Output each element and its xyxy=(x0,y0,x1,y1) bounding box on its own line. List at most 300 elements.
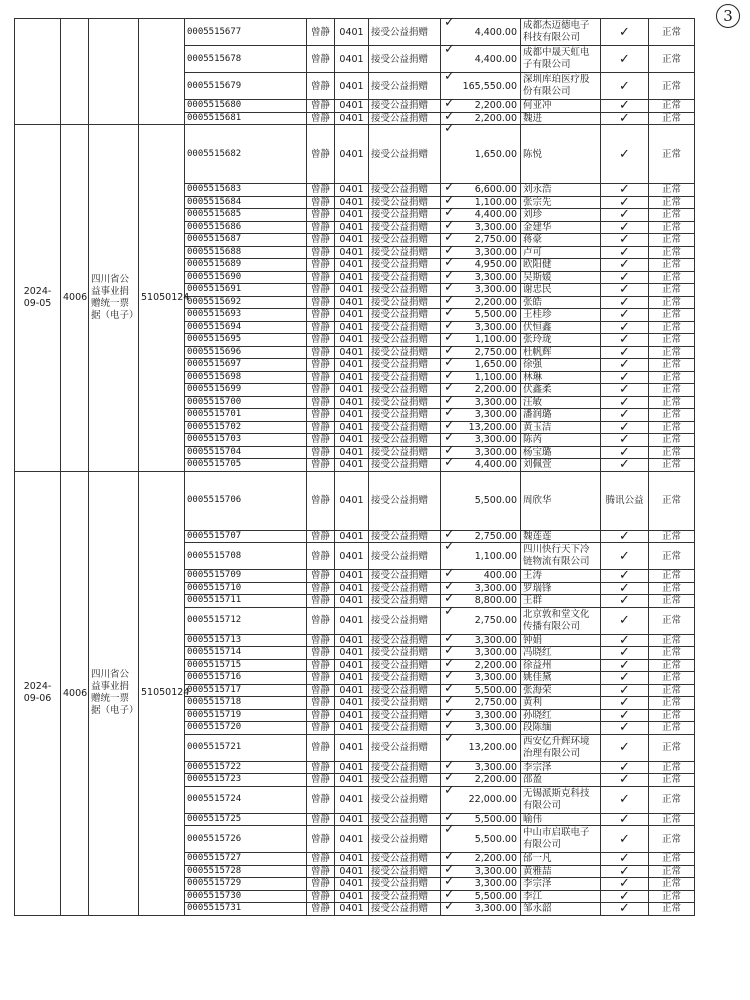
receipt-number-cell: 0005515709 xyxy=(185,570,307,583)
check-mark-icon: ✓ xyxy=(619,670,630,686)
check-mark-icon: ✓ xyxy=(444,69,455,84)
receipt-number-cell: 0005515721 xyxy=(185,734,307,761)
check-mark-icon: ✓ xyxy=(619,568,630,584)
status-cell: 正常 xyxy=(649,246,695,259)
receipt-number-cell: 0005515681 xyxy=(185,112,307,125)
receipt-number-cell: 0005515706 xyxy=(185,471,307,530)
verification-cell xyxy=(601,786,649,813)
account-code-cell: 0401 xyxy=(335,346,369,359)
receipt-number-cell: 0005515684 xyxy=(185,196,307,209)
item-cell: 接受公益捐赠 xyxy=(369,697,441,710)
status-cell: 正常 xyxy=(649,409,695,422)
check-mark-icon: ✓ xyxy=(444,693,455,708)
item-cell: 接受公益捐赠 xyxy=(369,296,441,309)
item-cell: 接受公益捐赠 xyxy=(369,100,441,113)
receipt-number-cell: 0005515719 xyxy=(185,709,307,722)
receipt-number-cell: 0005515717 xyxy=(185,684,307,697)
handler-cell: 曾静 xyxy=(307,259,335,272)
receipt-number-cell: 0005515707 xyxy=(185,530,307,543)
status-cell: 正常 xyxy=(649,774,695,787)
receipt-number-cell: 0005515726 xyxy=(185,826,307,853)
item-cell: 接受公益捐赠 xyxy=(369,371,441,384)
donor-name-cell: 中山市启联电子有限公司 xyxy=(521,826,601,853)
item-cell: 接受公益捐赠 xyxy=(369,184,441,197)
status-cell: 正常 xyxy=(649,112,695,125)
status-cell: 正常 xyxy=(649,813,695,826)
handler-cell: 曾静 xyxy=(307,582,335,595)
status-cell: 正常 xyxy=(649,296,695,309)
status-cell: 正常 xyxy=(649,434,695,447)
handler-cell: 曾静 xyxy=(307,321,335,334)
amount-value: 3,300.00 xyxy=(474,672,517,684)
amount-value: 1,100.00 xyxy=(474,550,517,562)
receipt-number-cell: 0005515688 xyxy=(185,246,307,259)
account-code-cell: 0401 xyxy=(335,761,369,774)
receipt-number-cell: 0005515712 xyxy=(185,607,307,634)
receipt-number-cell: 0005515715 xyxy=(185,659,307,672)
account-code-cell: 0401 xyxy=(335,221,369,234)
handler-cell: 曾静 xyxy=(307,774,335,787)
amount-cell xyxy=(441,121,521,184)
amount-value: 3,300.00 xyxy=(474,709,517,721)
account-code-cell: 0401 xyxy=(335,471,369,530)
item-cell: 接受公益捐赠 xyxy=(369,684,441,697)
check-mark-icon: ✓ xyxy=(619,432,630,448)
receipt-number-cell: 0005515713 xyxy=(185,634,307,647)
item-cell: 接受公益捐赠 xyxy=(369,112,441,125)
item-cell: 接受公益捐赠 xyxy=(369,446,441,459)
amount-cell xyxy=(441,899,521,916)
item-cell: 接受公益捐赠 xyxy=(369,890,441,903)
donation-receipt-table xyxy=(14,15,695,917)
receipt-number-cell: 0005515699 xyxy=(185,384,307,397)
account-code-cell: 0401 xyxy=(335,697,369,710)
receipt-number-cell: 0005515680 xyxy=(185,100,307,113)
item-cell: 接受公益捐赠 xyxy=(369,865,441,878)
check-mark-icon: ✓ xyxy=(619,369,630,385)
handler-cell: 曾静 xyxy=(307,570,335,583)
handler-cell: 曾静 xyxy=(307,684,335,697)
check-mark-icon: ✓ xyxy=(444,292,455,308)
amount-cell xyxy=(441,782,521,813)
check-mark-icon: ✓ xyxy=(444,680,455,696)
account-code-cell: 0401 xyxy=(335,903,369,916)
donor-name-cell: 潘润璐 xyxy=(521,409,601,422)
batch-code-cell: 4006 xyxy=(61,125,89,472)
check-mark-icon: ✓ xyxy=(444,578,455,594)
check-mark-icon: ✓ xyxy=(619,419,630,435)
donor-name-cell: 魏进 xyxy=(521,112,601,125)
verification-cell xyxy=(601,903,649,916)
check-mark-icon: ✓ xyxy=(619,244,630,260)
check-mark-icon: ✓ xyxy=(619,792,630,807)
check-mark-icon: ✓ xyxy=(619,319,630,335)
check-mark-icon: ✓ xyxy=(619,863,630,879)
handler-cell: 曾静 xyxy=(307,530,335,543)
check-mark-icon: ✓ xyxy=(619,528,630,544)
check-mark-icon: ✓ xyxy=(619,382,630,398)
check-mark-icon: ✓ xyxy=(444,655,455,671)
status-cell: 正常 xyxy=(649,259,695,272)
receipt-number-cell: 0005515724 xyxy=(185,786,307,813)
handler-cell: 曾静 xyxy=(307,284,335,297)
amount-value: 3,300.00 xyxy=(474,284,517,296)
verification-cell xyxy=(601,774,649,787)
check-mark-icon: ✓ xyxy=(444,430,455,445)
receipt-number-cell: 0005515687 xyxy=(185,234,307,247)
receipt-number-cell: 0005515703 xyxy=(185,434,307,447)
account-code-cell: 0401 xyxy=(335,309,369,322)
check-mark-icon: ✓ xyxy=(444,180,455,195)
amount-value: 3,300.00 xyxy=(474,761,517,773)
donor-name-cell: 罗瑞锋 xyxy=(521,582,601,595)
receipt-number-cell: 0005515728 xyxy=(185,865,307,878)
account-code-cell: 0401 xyxy=(335,46,369,73)
amount-cell xyxy=(441,730,521,761)
account-code-cell: 0401 xyxy=(335,813,369,826)
check-mark-icon: ✓ xyxy=(619,740,630,755)
check-mark-icon: ✓ xyxy=(619,24,630,40)
donor-name-cell: 陈芮 xyxy=(521,434,601,447)
receipt-number-cell: 0005515689 xyxy=(185,259,307,272)
check-mark-icon: ✓ xyxy=(444,757,455,773)
region-code-cell: 51050124 xyxy=(139,125,185,472)
check-mark-icon: ✓ xyxy=(619,332,630,348)
receipt-type-cell: 四川省公益事业捐赠统一票据（电子） xyxy=(89,471,139,915)
donor-name-cell: 杨宝璐 xyxy=(521,446,601,459)
receipt-number-cell: 0005515693 xyxy=(185,309,307,322)
status-cell: 正常 xyxy=(649,284,695,297)
check-mark-icon: ✓ xyxy=(444,121,455,136)
amount-value: 3,300.00 xyxy=(474,446,517,458)
account-code-cell: 0401 xyxy=(335,359,369,372)
status-cell: 正常 xyxy=(649,384,695,397)
check-mark-icon: ✓ xyxy=(619,657,630,673)
check-mark-icon: ✓ xyxy=(444,643,455,658)
handler-cell: 曾静 xyxy=(307,421,335,434)
amount-value: 4,400.00 xyxy=(474,26,517,38)
donor-name-cell: 李宗泽 xyxy=(521,761,601,774)
item-cell: 接受公益捐赠 xyxy=(369,271,441,284)
item-cell: 接受公益捐赠 xyxy=(369,221,441,234)
status-cell: 正常 xyxy=(649,125,695,184)
receipt-number-cell: 0005515708 xyxy=(185,543,307,570)
handler-cell: 曾静 xyxy=(307,359,335,372)
item-cell: 接受公益捐赠 xyxy=(369,672,441,685)
account-code-cell: 0401 xyxy=(335,595,369,608)
donor-name-cell: 蒋豪 xyxy=(521,234,601,247)
status-cell: 正常 xyxy=(649,672,695,685)
account-code-cell: 0401 xyxy=(335,853,369,866)
account-code-cell: 0401 xyxy=(335,259,369,272)
check-mark-icon: ✓ xyxy=(619,645,630,661)
amount-value: 2,200.00 xyxy=(474,853,517,865)
status-cell: 正常 xyxy=(649,786,695,813)
check-mark-icon: ✓ xyxy=(444,442,455,458)
handler-cell: 曾静 xyxy=(307,672,335,685)
item-cell: 接受公益捐赠 xyxy=(369,334,441,347)
amount-value: 1,100.00 xyxy=(474,196,517,208)
item-cell: 接受公益捐赠 xyxy=(369,346,441,359)
table-row xyxy=(15,125,695,184)
status-cell: 正常 xyxy=(649,647,695,660)
verification-cell xyxy=(601,73,649,100)
receipt-number-cell: 0005515700 xyxy=(185,396,307,409)
receipt-number-cell: 0005515694 xyxy=(185,321,307,334)
check-mark-icon: ✓ xyxy=(619,811,630,827)
check-mark-icon: ✓ xyxy=(444,15,455,30)
status-cell: 正常 xyxy=(649,184,695,197)
handler-cell: 曾静 xyxy=(307,659,335,672)
donor-name-cell: 喻伟 xyxy=(521,813,601,826)
account-code-cell: 0401 xyxy=(335,722,369,735)
donor-name-cell: 北京敦和堂文化传播有限公司 xyxy=(521,607,601,634)
amount-value: 2,200.00 xyxy=(474,384,517,396)
receipt-number-cell: 0005515730 xyxy=(185,890,307,903)
handler-cell: 曾静 xyxy=(307,890,335,903)
check-mark-icon: ✓ xyxy=(444,782,455,798)
check-mark-icon: ✓ xyxy=(444,603,455,619)
handler-cell: 曾静 xyxy=(307,296,335,309)
status-cell: 正常 xyxy=(649,309,695,322)
account-code-cell: 0401 xyxy=(335,100,369,113)
amount-value: 4,400.00 xyxy=(474,459,517,471)
item-cell: 接受公益捐赠 xyxy=(369,570,441,583)
donor-name-cell: 四川快行天下冷链物流有限公司 xyxy=(521,543,601,570)
empty-date-cell xyxy=(15,19,61,125)
amount-value: 3,300.00 xyxy=(474,434,517,446)
check-mark-icon: ✓ xyxy=(444,861,455,877)
status-cell: 正常 xyxy=(649,530,695,543)
check-mark-icon: ✓ xyxy=(444,342,455,358)
amount-value: 1,650.00 xyxy=(474,148,517,160)
status-cell: 正常 xyxy=(649,659,695,672)
donor-name-cell: 张海荣 xyxy=(521,684,601,697)
receipt-number-cell: 0005515731 xyxy=(185,903,307,916)
check-mark-icon: ✓ xyxy=(444,874,455,889)
donor-name-cell: 吴斯媛 xyxy=(521,271,601,284)
amount-value: 2,750.00 xyxy=(474,346,517,358)
receipt-number-cell: 0005515718 xyxy=(185,697,307,710)
check-mark-icon: ✓ xyxy=(619,357,630,373)
donor-name-cell: 张玲珑 xyxy=(521,334,601,347)
amount-value: 1,100.00 xyxy=(474,334,517,346)
item-cell: 接受公益捐赠 xyxy=(369,409,441,422)
check-mark-icon: ✓ xyxy=(444,280,455,295)
amount-value: 8,800.00 xyxy=(474,595,517,607)
handler-cell: 曾静 xyxy=(307,826,335,853)
handler-cell: 曾静 xyxy=(307,878,335,891)
status-cell: 正常 xyxy=(649,722,695,735)
amount-value: 3,300.00 xyxy=(474,878,517,890)
amount-value: 2,750.00 xyxy=(474,234,517,246)
amount-value: 5,500.00 xyxy=(474,684,517,696)
donor-name-cell: 成都中晟天虹电子有限公司 xyxy=(521,46,601,73)
check-mark-icon: ✓ xyxy=(444,730,455,746)
handler-cell: 曾静 xyxy=(307,734,335,761)
item-cell: 接受公益捐赠 xyxy=(369,309,441,322)
status-cell: 正常 xyxy=(649,734,695,761)
donor-name-cell: 刘佩萱 xyxy=(521,459,601,472)
account-code-cell: 0401 xyxy=(335,196,369,209)
check-mark-icon: ✓ xyxy=(619,613,630,628)
check-mark-icon: ✓ xyxy=(444,205,455,220)
check-mark-icon: ✓ xyxy=(444,255,455,270)
item-cell: 接受公益捐赠 xyxy=(369,259,441,272)
handler-cell: 曾静 xyxy=(307,309,335,322)
status-cell: 正常 xyxy=(649,396,695,409)
check-mark-icon: ✓ xyxy=(444,380,455,395)
status-cell: 正常 xyxy=(649,346,695,359)
status-cell: 正常 xyxy=(649,221,695,234)
handler-cell: 曾静 xyxy=(307,384,335,397)
account-code-cell: 0401 xyxy=(335,396,369,409)
account-code-cell: 0401 xyxy=(335,446,369,459)
check-mark-icon: ✓ xyxy=(444,108,455,124)
donor-name-cell: 王桂珍 xyxy=(521,309,601,322)
handler-cell: 曾静 xyxy=(307,813,335,826)
donor-name-cell: 冯晓红 xyxy=(521,647,601,660)
handler-cell: 曾静 xyxy=(307,221,335,234)
status-cell: 正常 xyxy=(649,73,695,100)
amount-value: 3,300.00 xyxy=(474,246,517,258)
status-cell: 正常 xyxy=(649,684,695,697)
account-code-cell: 0401 xyxy=(335,284,369,297)
check-mark-icon: ✓ xyxy=(619,444,630,460)
table-row xyxy=(15,471,695,530)
handler-cell: 曾静 xyxy=(307,112,335,125)
account-code-cell: 0401 xyxy=(335,112,369,125)
donor-name-cell: 钟娟 xyxy=(521,634,601,647)
verification-cell: 腾讯公益 xyxy=(601,471,649,530)
item-cell: 接受公益捐赠 xyxy=(369,659,441,672)
item-cell: 接受公益捐赠 xyxy=(369,543,441,570)
receipt-number-cell: 0005515702 xyxy=(185,421,307,434)
amount-value: 5,500.00 xyxy=(474,833,517,845)
check-mark-icon: ✓ xyxy=(444,367,455,383)
amount-value: 2,750.00 xyxy=(474,615,517,626)
amount-value: 5,500.00 xyxy=(474,890,517,902)
status-cell: 正常 xyxy=(649,761,695,774)
verification-cell xyxy=(601,722,649,735)
donor-name-cell: 欧阳健 xyxy=(521,259,601,272)
item-cell: 接受公益捐赠 xyxy=(369,878,441,891)
donor-name-cell: 汪敏 xyxy=(521,396,601,409)
check-mark-icon: ✓ xyxy=(619,851,630,867)
check-mark-icon: ✓ xyxy=(619,580,630,596)
handler-cell: 曾静 xyxy=(307,761,335,774)
empty-type-cell xyxy=(89,19,139,125)
verification-cell xyxy=(601,734,649,761)
amount-cell xyxy=(441,603,521,634)
receipt-number-cell: 0005515696 xyxy=(185,346,307,359)
verification-cell xyxy=(601,125,649,184)
check-mark-icon: ✓ xyxy=(444,455,455,470)
status-cell: 正常 xyxy=(649,271,695,284)
item-cell: 接受公益捐赠 xyxy=(369,595,441,608)
donor-name-cell: 伏恒鑫 xyxy=(521,321,601,334)
account-code-cell: 0401 xyxy=(335,774,369,787)
check-mark-icon: ✓ xyxy=(444,668,455,683)
status-cell: 正常 xyxy=(649,359,695,372)
account-code-cell: 0401 xyxy=(335,634,369,647)
handler-cell: 曾静 xyxy=(307,607,335,634)
amount-value: 2,750.00 xyxy=(474,530,517,542)
donor-name-cell: 刘珍 xyxy=(521,209,601,222)
receipt-number-cell: 0005515723 xyxy=(185,774,307,787)
donor-name-cell: 邵盈 xyxy=(521,774,601,787)
amount-value: 3,300.00 xyxy=(474,903,517,915)
verification-cell xyxy=(601,19,649,46)
check-mark-icon: ✓ xyxy=(619,269,630,285)
region-code-cell: 51050124 xyxy=(139,471,185,915)
receipt-number-cell: 0005515705 xyxy=(185,459,307,472)
donor-name-cell: 刘永浩 xyxy=(521,184,601,197)
check-mark-icon: ✓ xyxy=(444,809,455,825)
handler-cell: 曾静 xyxy=(307,396,335,409)
donor-name-cell: 谢忠民 xyxy=(521,284,601,297)
status-cell: 正常 xyxy=(649,371,695,384)
item-cell: 接受公益捐赠 xyxy=(369,459,441,472)
check-mark-icon: ✓ xyxy=(619,78,630,94)
receipt-number-cell: 0005515679 xyxy=(185,73,307,100)
status-cell: 正常 xyxy=(649,209,695,222)
amount-value: 13,200.00 xyxy=(468,421,517,433)
receipt-number-cell: 0005515716 xyxy=(185,672,307,685)
amount-value: 22,000.00 xyxy=(468,794,517,805)
check-mark-icon: ✓ xyxy=(619,232,630,248)
donor-name-cell: 周欣华 xyxy=(521,471,601,530)
check-mark-icon: ✓ xyxy=(619,831,630,847)
donor-name-cell: 邰一凡 xyxy=(521,853,601,866)
check-mark-icon: ✓ xyxy=(444,417,455,433)
check-mark-icon: ✓ xyxy=(444,96,455,111)
check-mark-icon: ✓ xyxy=(444,405,455,420)
amount-value: 5,500.00 xyxy=(474,495,517,506)
handler-cell: 曾静 xyxy=(307,125,335,184)
status-cell: 正常 xyxy=(649,196,695,209)
donor-name-cell: 黄玉洁 xyxy=(521,421,601,434)
item-cell: 接受公益捐赠 xyxy=(369,530,441,543)
item-cell: 接受公益捐赠 xyxy=(369,607,441,634)
donor-name-cell: 金建华 xyxy=(521,221,601,234)
amount-value: 165,550.00 xyxy=(462,80,517,92)
receipt-number-cell: 0005515720 xyxy=(185,722,307,735)
account-code-cell: 0401 xyxy=(335,184,369,197)
item-cell: 接受公益捐赠 xyxy=(369,284,441,297)
check-mark-icon: ✓ xyxy=(444,770,455,785)
handler-cell: 曾静 xyxy=(307,334,335,347)
check-mark-icon: ✓ xyxy=(444,566,455,581)
receipt-number-cell: 0005515697 xyxy=(185,359,307,372)
account-code-cell: 0401 xyxy=(335,865,369,878)
amount-value: 2,750.00 xyxy=(474,697,517,709)
table-row xyxy=(15,19,695,46)
account-code-cell: 0401 xyxy=(335,530,369,543)
check-mark-icon: ✓ xyxy=(444,305,455,320)
item-cell: 接受公益捐赠 xyxy=(369,46,441,73)
handler-cell: 曾静 xyxy=(307,595,335,608)
item-cell: 接受公益捐赠 xyxy=(369,709,441,722)
handler-cell: 曾静 xyxy=(307,903,335,916)
status-cell: 正常 xyxy=(649,446,695,459)
item-cell: 接受公益捐赠 xyxy=(369,761,441,774)
status-cell: 正常 xyxy=(649,697,695,710)
donor-name-cell: 无锡派斯克科技有限公司 xyxy=(521,786,601,813)
status-cell: 正常 xyxy=(649,865,695,878)
check-mark-icon: ✓ xyxy=(444,591,455,606)
amount-value: 3,300.00 xyxy=(474,321,517,333)
